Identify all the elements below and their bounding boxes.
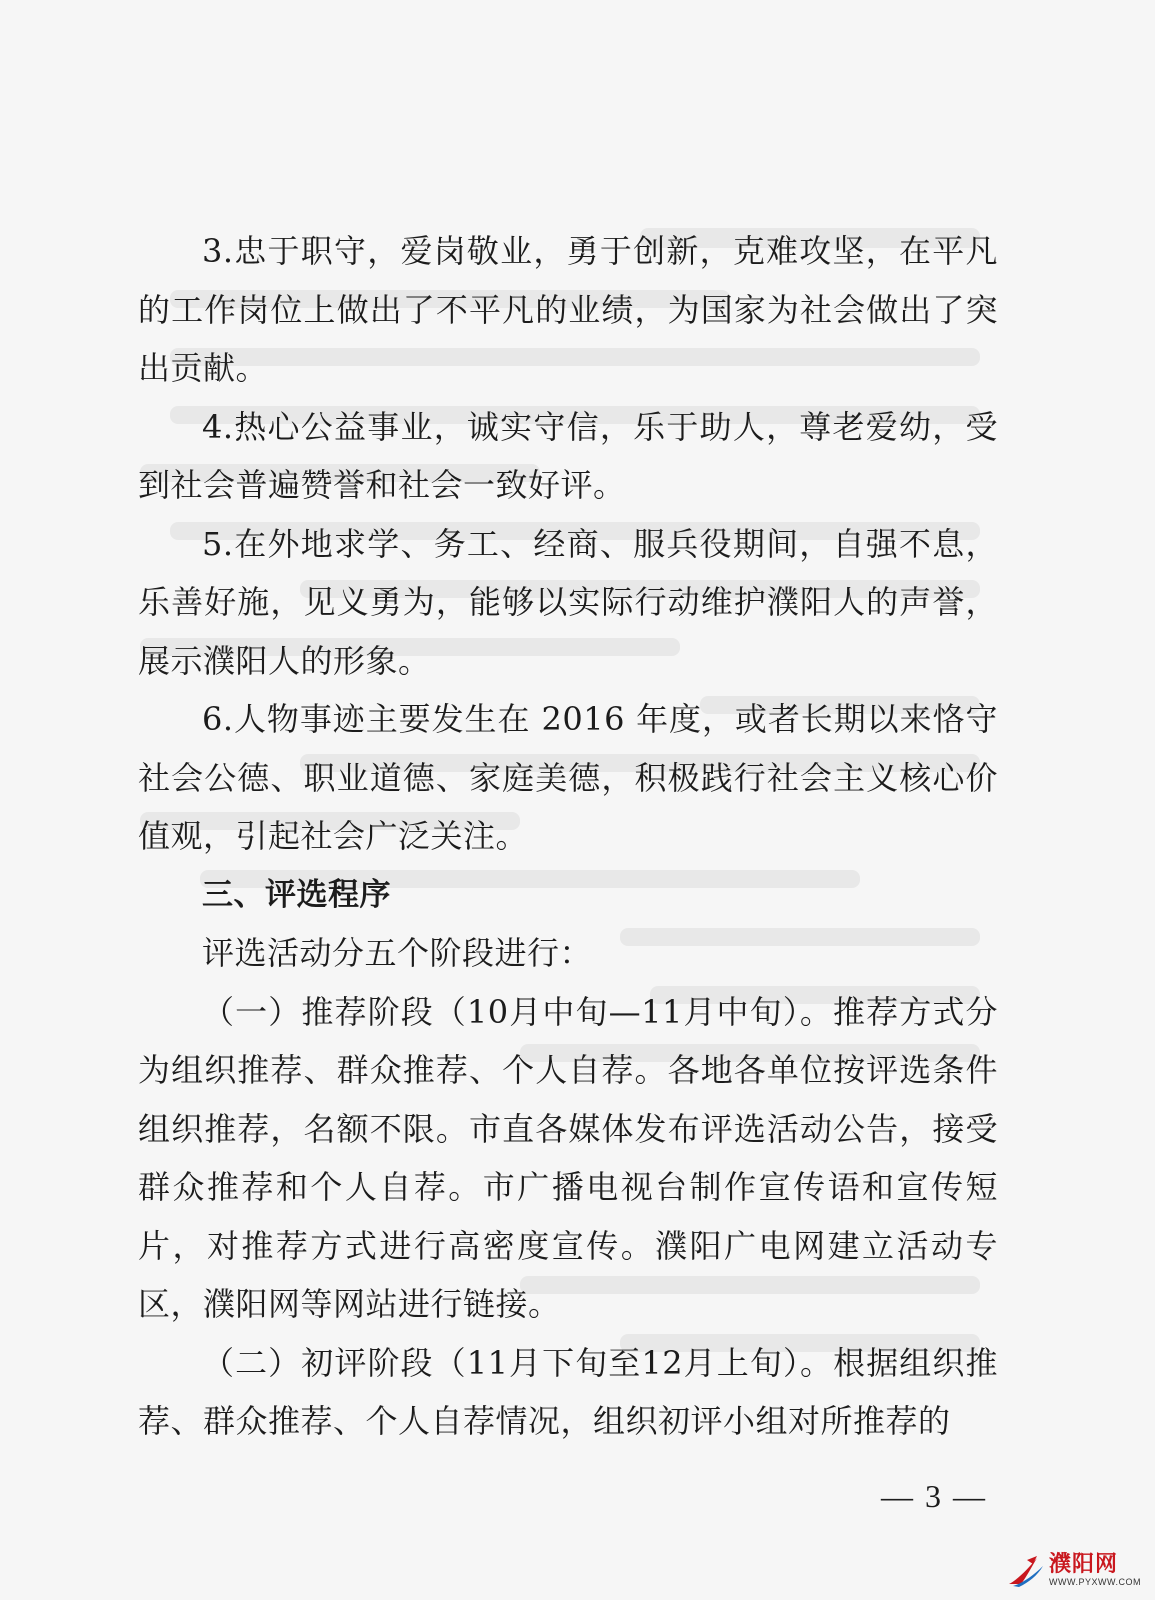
section-heading: 三、评选程序 [202, 876, 391, 913]
paragraph-criterion-4: 4.热心公益事业，诚实守信，乐于助人，尊老爱幼，受到社会普遍赞誉和社会一致好评。 [138, 407, 998, 504]
logo-url: WWW.PYXWW.COM [1049, 1577, 1141, 1587]
paragraph-stage-2: （二）初评阶段（11月下旬至12月上旬）。根据组织推荐、群众推荐、个人自荐情况，组织初评小组对所推荐的 [138, 1343, 998, 1440]
paragraph-stage-1: （一）推荐阶段（10月中旬—11月中旬）。推荐方式分为组织推荐、群众推荐、个人自荐。各地各单位按评选条件组织推荐，名额不限。市直各媒体发布评选活动公告，接受群众推荐和个人自荐。市广播电视台制作宣传语和宣传短片，对推荐方式进行高密度宣传。濮阳广电网建立活动专区，濮阳网等网站进行链接。 [138, 992, 998, 1323]
paragraph-stages-intro: 评选活动分五个阶段进行： [202, 934, 593, 972]
paragraph-criterion-6: 6.人物事迹主要发生在 2016 年度，或者长期以来恪守社会公德、职业道德、家庭美德，积极践行社会主义核心价值观，引起社会广泛关注。 [138, 700, 998, 855]
paragraph-criterion-5: 5.在外地求学、务工、经商、服兵役期间，自强不息，乐善好施，见义勇为，能够以实际行动维护濮阳人的声誉，展示濮阳人的形象。 [138, 524, 998, 680]
paragraph-criterion-3: 3.忠于职守，爱岗敬业，勇于创新，克难攻坚，在平凡的工作岗位上做出了不平凡的业绩，为国家为社会做出了突出贡献。 [138, 232, 998, 387]
site-watermark-logo [1007, 1553, 1141, 1588]
document-body [138, 222, 998, 1451]
page-number: — 3 — [881, 1478, 987, 1514]
logo-name: 濮阳网 [1049, 1552, 1119, 1577]
swoosh-logo-icon [1007, 1554, 1045, 1588]
